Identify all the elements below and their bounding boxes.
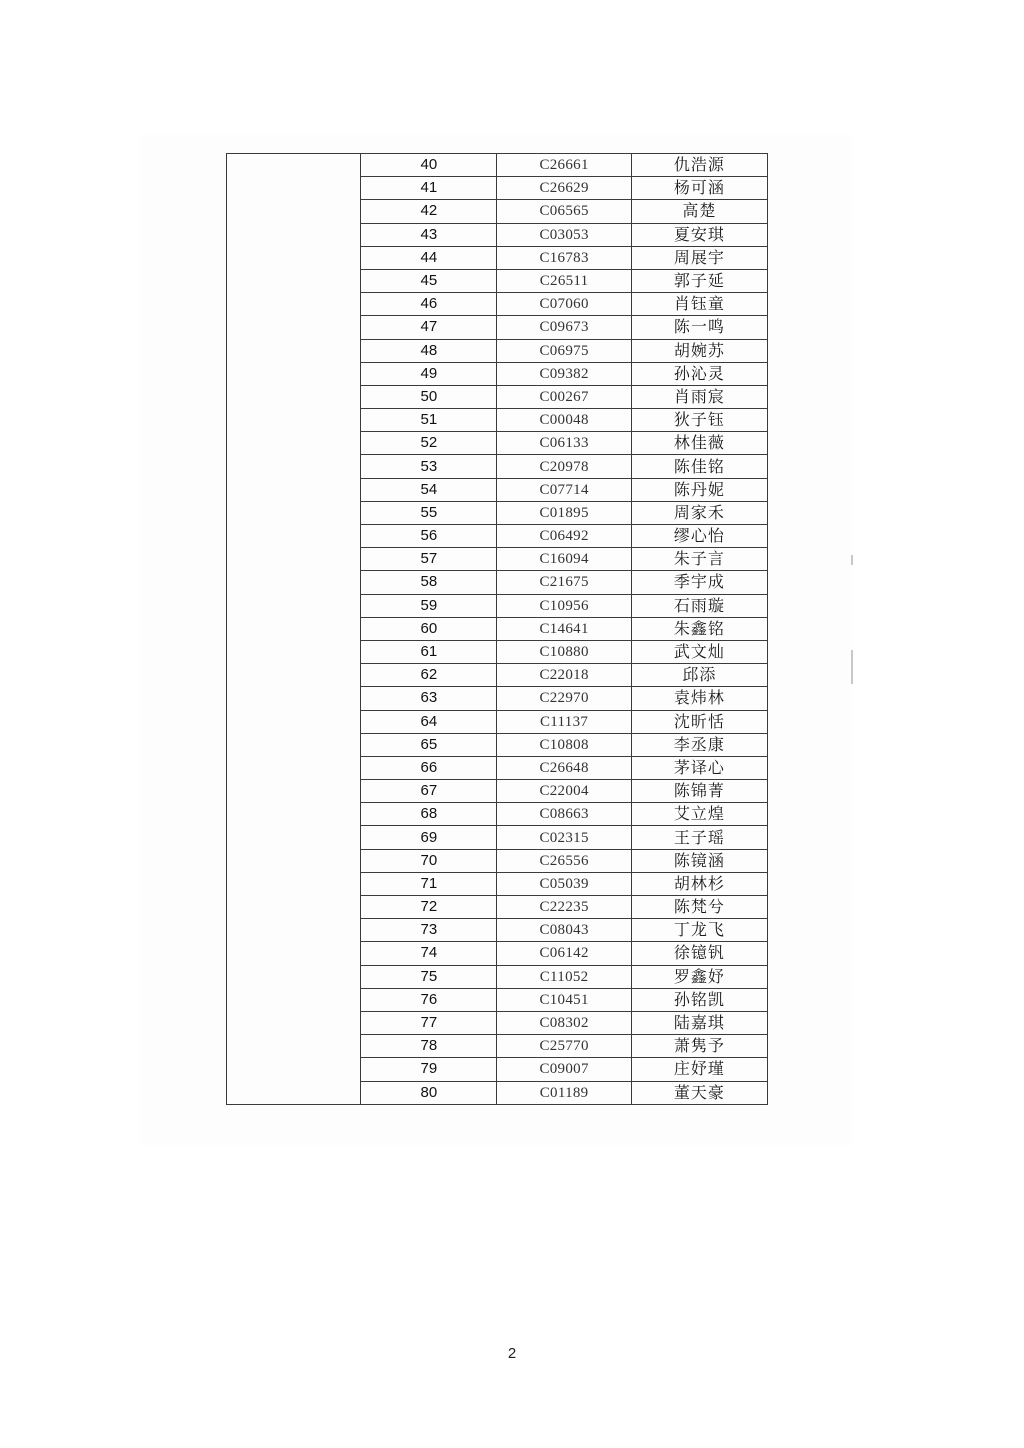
student-name-cell: 孙铭凯 bbox=[631, 988, 767, 1011]
student-code-cell: C09382 bbox=[497, 362, 631, 385]
row-number-cell: 76 bbox=[361, 988, 497, 1011]
student-name-cell: 沈昕恬 bbox=[631, 710, 767, 733]
student-code-cell: C06975 bbox=[497, 339, 631, 362]
row-number-cell: 51 bbox=[361, 409, 497, 432]
student-code-cell: C00048 bbox=[497, 409, 631, 432]
row-number-cell: 74 bbox=[361, 942, 497, 965]
student-name-cell: 杨可涵 bbox=[631, 177, 767, 200]
student-code-cell: C02315 bbox=[497, 826, 631, 849]
student-code-cell: C07714 bbox=[497, 478, 631, 501]
row-number-cell: 62 bbox=[361, 664, 497, 687]
student-code-cell: C22235 bbox=[497, 896, 631, 919]
student-name-cell: 胡林杉 bbox=[631, 872, 767, 895]
student-name-cell: 董天豪 bbox=[631, 1081, 767, 1104]
row-number-cell: 44 bbox=[361, 246, 497, 269]
student-code-cell: C09007 bbox=[497, 1058, 631, 1081]
student-code-cell: C06492 bbox=[497, 525, 631, 548]
student-list-table bbox=[226, 153, 768, 1105]
student-code-cell: C16783 bbox=[497, 246, 631, 269]
student-code-cell: C00267 bbox=[497, 385, 631, 408]
student-code-cell: C26629 bbox=[497, 177, 631, 200]
student-name-cell: 周家禾 bbox=[631, 501, 767, 524]
row-number-cell: 59 bbox=[361, 594, 497, 617]
student-name-cell: 肖钰童 bbox=[631, 293, 767, 316]
row-number-cell: 61 bbox=[361, 640, 497, 663]
student-name-cell: 袁炜林 bbox=[631, 687, 767, 710]
student-code-cell: C26648 bbox=[497, 756, 631, 779]
student-code-cell: C26556 bbox=[497, 849, 631, 872]
row-number-cell: 58 bbox=[361, 571, 497, 594]
student-code-cell: C10956 bbox=[497, 594, 631, 617]
row-number-cell: 57 bbox=[361, 548, 497, 571]
row-number-cell: 53 bbox=[361, 455, 497, 478]
student-name-cell: 茅译心 bbox=[631, 756, 767, 779]
student-name-cell: 仇浩源 bbox=[631, 154, 767, 177]
student-name-cell: 林佳薇 bbox=[631, 432, 767, 455]
student-name-cell: 李丞康 bbox=[631, 733, 767, 756]
row-number-cell: 71 bbox=[361, 872, 497, 895]
row-number-cell: 65 bbox=[361, 733, 497, 756]
student-name-cell: 罗鑫妤 bbox=[631, 965, 767, 988]
student-name-cell: 石雨璇 bbox=[631, 594, 767, 617]
row-number-cell: 70 bbox=[361, 849, 497, 872]
student-code-cell: C07060 bbox=[497, 293, 631, 316]
row-number-cell: 47 bbox=[361, 316, 497, 339]
row-number-cell: 63 bbox=[361, 687, 497, 710]
student-name-cell: 狄子钰 bbox=[631, 409, 767, 432]
row-number-cell: 78 bbox=[361, 1035, 497, 1058]
student-code-cell: C10880 bbox=[497, 640, 631, 663]
student-list-body bbox=[227, 154, 768, 1105]
row-number-cell: 55 bbox=[361, 501, 497, 524]
row-number-cell: 75 bbox=[361, 965, 497, 988]
student-code-cell: C08043 bbox=[497, 919, 631, 942]
student-name-cell: 朱子言 bbox=[631, 548, 767, 571]
student-code-cell: C21675 bbox=[497, 571, 631, 594]
row-number-cell: 80 bbox=[361, 1081, 497, 1104]
student-name-cell: 艾立煌 bbox=[631, 803, 767, 826]
row-number-cell: 48 bbox=[361, 339, 497, 362]
student-name-cell: 陈镜涵 bbox=[631, 849, 767, 872]
student-name-cell: 陈一鸣 bbox=[631, 316, 767, 339]
scan-artifact-mark bbox=[851, 555, 853, 565]
student-code-cell: C11052 bbox=[497, 965, 631, 988]
row-number-cell: 67 bbox=[361, 780, 497, 803]
row-number-cell: 54 bbox=[361, 478, 497, 501]
student-name-cell: 陆嘉琪 bbox=[631, 1011, 767, 1034]
row-number-cell: 42 bbox=[361, 200, 497, 223]
student-code-cell: C16094 bbox=[497, 548, 631, 571]
student-name-cell: 胡婉苏 bbox=[631, 339, 767, 362]
student-code-cell: C05039 bbox=[497, 872, 631, 895]
table-row bbox=[227, 154, 768, 177]
row-number-cell: 77 bbox=[361, 1011, 497, 1034]
student-name-cell: 高楚 bbox=[631, 200, 767, 223]
row-number-cell: 52 bbox=[361, 432, 497, 455]
student-code-cell: C20978 bbox=[497, 455, 631, 478]
student-code-cell: C26661 bbox=[497, 154, 631, 177]
row-number-cell: 45 bbox=[361, 269, 497, 292]
student-code-cell: C06133 bbox=[497, 432, 631, 455]
row-number-cell: 56 bbox=[361, 525, 497, 548]
row-number-cell: 43 bbox=[361, 223, 497, 246]
student-name-cell: 陈丹妮 bbox=[631, 478, 767, 501]
student-code-cell: C25770 bbox=[497, 1035, 631, 1058]
row-number-cell: 69 bbox=[361, 826, 497, 849]
student-name-cell: 夏安琪 bbox=[631, 223, 767, 246]
row-number-cell: 60 bbox=[361, 617, 497, 640]
student-name-cell: 庄妤瑾 bbox=[631, 1058, 767, 1081]
scan-artifact-mark bbox=[851, 650, 853, 684]
row-number-cell: 46 bbox=[361, 293, 497, 316]
student-name-cell: 王子瑶 bbox=[631, 826, 767, 849]
student-name-cell: 陈锦菁 bbox=[631, 780, 767, 803]
student-code-cell: C22970 bbox=[497, 687, 631, 710]
student-name-cell: 武文灿 bbox=[631, 640, 767, 663]
student-code-cell: C08302 bbox=[497, 1011, 631, 1034]
student-code-cell: C03053 bbox=[497, 223, 631, 246]
student-name-cell: 郭子延 bbox=[631, 269, 767, 292]
student-name-cell: 徐镱钒 bbox=[631, 942, 767, 965]
student-code-cell: C10808 bbox=[497, 733, 631, 756]
student-name-cell: 邱添 bbox=[631, 664, 767, 687]
student-code-cell: C01895 bbox=[497, 501, 631, 524]
row-number-cell: 50 bbox=[361, 385, 497, 408]
student-code-cell: C09673 bbox=[497, 316, 631, 339]
student-code-cell: C26511 bbox=[497, 269, 631, 292]
student-name-cell: 肖雨宸 bbox=[631, 385, 767, 408]
student-name-cell: 萧隽予 bbox=[631, 1035, 767, 1058]
row-number-cell: 64 bbox=[361, 710, 497, 733]
row-number-cell: 73 bbox=[361, 919, 497, 942]
row-number-cell: 72 bbox=[361, 896, 497, 919]
row-number-cell: 79 bbox=[361, 1058, 497, 1081]
student-code-cell: C22004 bbox=[497, 780, 631, 803]
student-name-cell: 丁龙飞 bbox=[631, 919, 767, 942]
student-name-cell: 孙沁灵 bbox=[631, 362, 767, 385]
row-number-cell: 68 bbox=[361, 803, 497, 826]
student-code-cell: C22018 bbox=[497, 664, 631, 687]
row-number-cell: 41 bbox=[361, 177, 497, 200]
student-name-cell: 季宇成 bbox=[631, 571, 767, 594]
student-code-cell: C08663 bbox=[497, 803, 631, 826]
student-name-cell: 陈佳铭 bbox=[631, 455, 767, 478]
student-code-cell: C14641 bbox=[497, 617, 631, 640]
group-cell bbox=[227, 154, 361, 1105]
student-name-cell: 陈梵兮 bbox=[631, 896, 767, 919]
student-name-cell: 朱鑫铭 bbox=[631, 617, 767, 640]
row-number-cell: 49 bbox=[361, 362, 497, 385]
student-code-cell: C01189 bbox=[497, 1081, 631, 1104]
student-name-cell: 缪心怡 bbox=[631, 525, 767, 548]
row-number-cell: 40 bbox=[361, 154, 497, 177]
student-code-cell: C11137 bbox=[497, 710, 631, 733]
page-number: 2 bbox=[507, 1345, 517, 1362]
row-number-cell: 66 bbox=[361, 756, 497, 779]
student-code-cell: C06142 bbox=[497, 942, 631, 965]
student-code-cell: C10451 bbox=[497, 988, 631, 1011]
student-code-cell: C06565 bbox=[497, 200, 631, 223]
student-name-cell: 周展宇 bbox=[631, 246, 767, 269]
